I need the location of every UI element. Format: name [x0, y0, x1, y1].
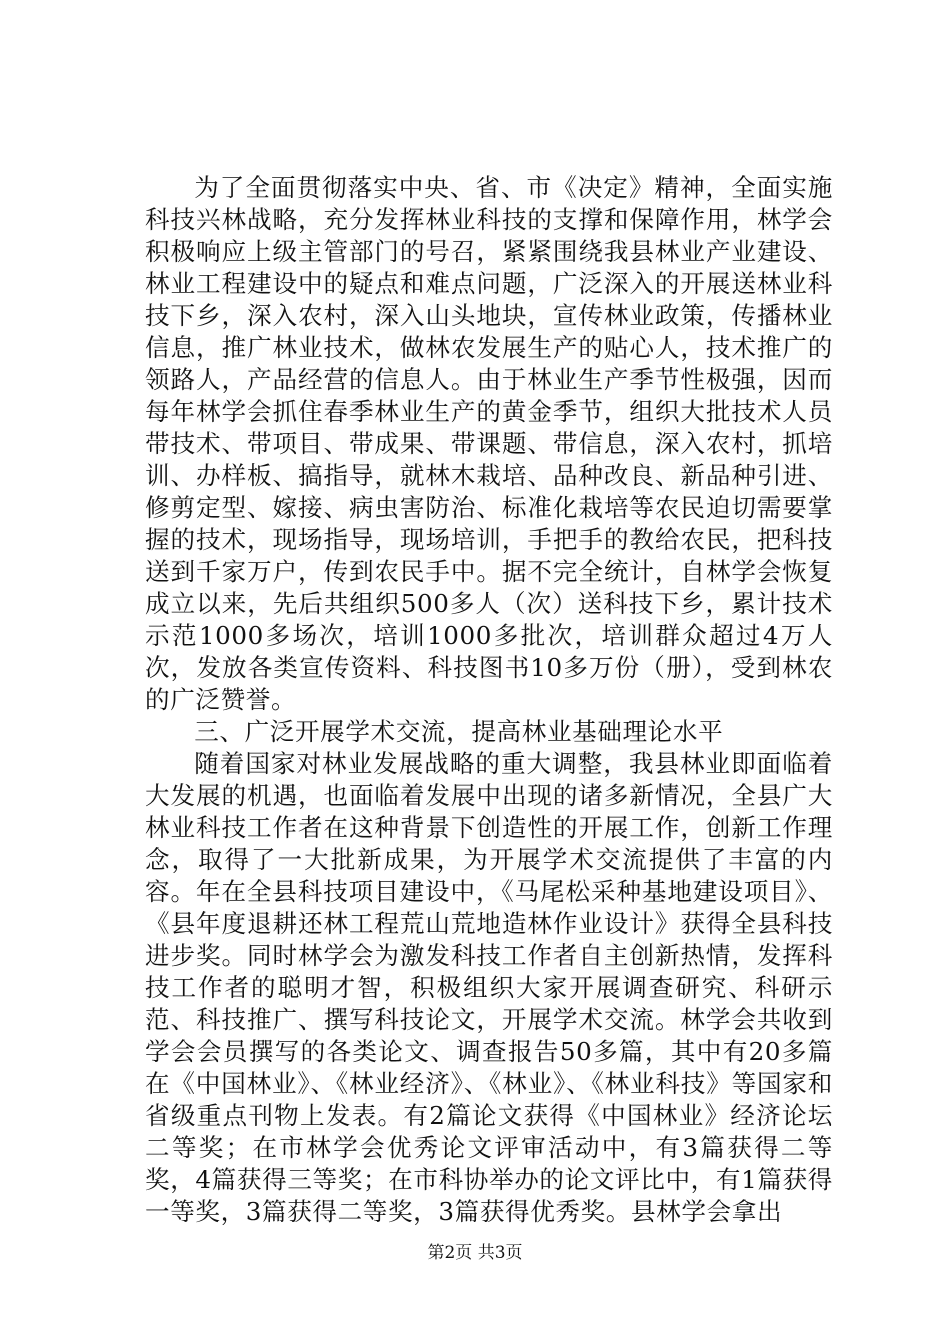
page-number-footer: 第2页 共3页	[427, 1243, 523, 1263]
document-body	[145, 172, 833, 1228]
section-heading-academic-exchange: 三、广泛开展学术交流，提高林业基础理论水平	[194, 717, 724, 746]
paragraph-academic-exchange: 随着国家对林业发展战略的重大调整，我县林业即面临着大发展的机遇，也面临着发展中出现的诸多新情况，全县广大林业科技工作者在这种背景下创造性的开展工作，创新工作理念，取得了一大批新成果，为开展学术交流提供了丰富的内容。年在全县科技项目建设中，《马尾松采种基地建设项目》、《县年度退耕还林工程荒山荒地造林作业设计》获得全县科技进步奖。同时林学会为激发科技工作者自主创新热情，发挥科技工作者的聪明才智，积极组织大家开展调查研究、科研示范、科技推广、撰写科技论文，开展学术交流。林学会共收到学会会员撰写的各类论文、调查报告50多篇，其中有20多篇在《中国林业》、《林业经济》、《林业》、《林业科技》等国家和省级重点刊物上发表。有2篇论文获得《中国林业》经济论坛二等奖；在市林学会优秀论文评审活动中，有3篇获得二等奖，4篇获得三等奖；在市科协举办的论文评比中，有1篇获得一等奖，3篇获得二等奖，3篇获得优秀奖。县林学会拿出	[145, 749, 833, 1226]
paragraph-science-extension: 为了全面贯彻落实中央、省、市《决定》精神，全面实施科技兴林战略，充分发挥林业科技的支撑和保障作用，林学会积极响应上级主管部门的号召，紧紧围绕我县林业产业建设、林业工程建设中的疑点和难点问题，广泛深入的开展送林业科技下乡，深入农村，深入山头地块，宣传林业政策，传播林业信息，推广林业技术，做林农发展生产的贴心人，技术推广的领路人，产品经营的信息人。由于林业生产季节性极强，因而每年林学会抓住春季林业生产的黄金季节，组织大批技术人员带技术、带项目、带成果、带课题、带信息，深入农村，抓培训、办样板、搞指导，就林木栽培、品种改良、新品种引进、修剪定型、嫁接、病虫害防治、标准化栽培等农民迫切需要掌握的技术，现场指导，现场培训，手把手的教给农民，把科技送到千家万户，传到农民手中。据不完全统计，自林学会恢复成立以来，先后共组织500多人（次）送科技下乡，累计技术示范1000多场次，培训1000多批次，培训群众超过4万人次，发放各类宣传资料、科技图书10多万份（册），受到林农的广泛赞誉。	[145, 173, 833, 714]
